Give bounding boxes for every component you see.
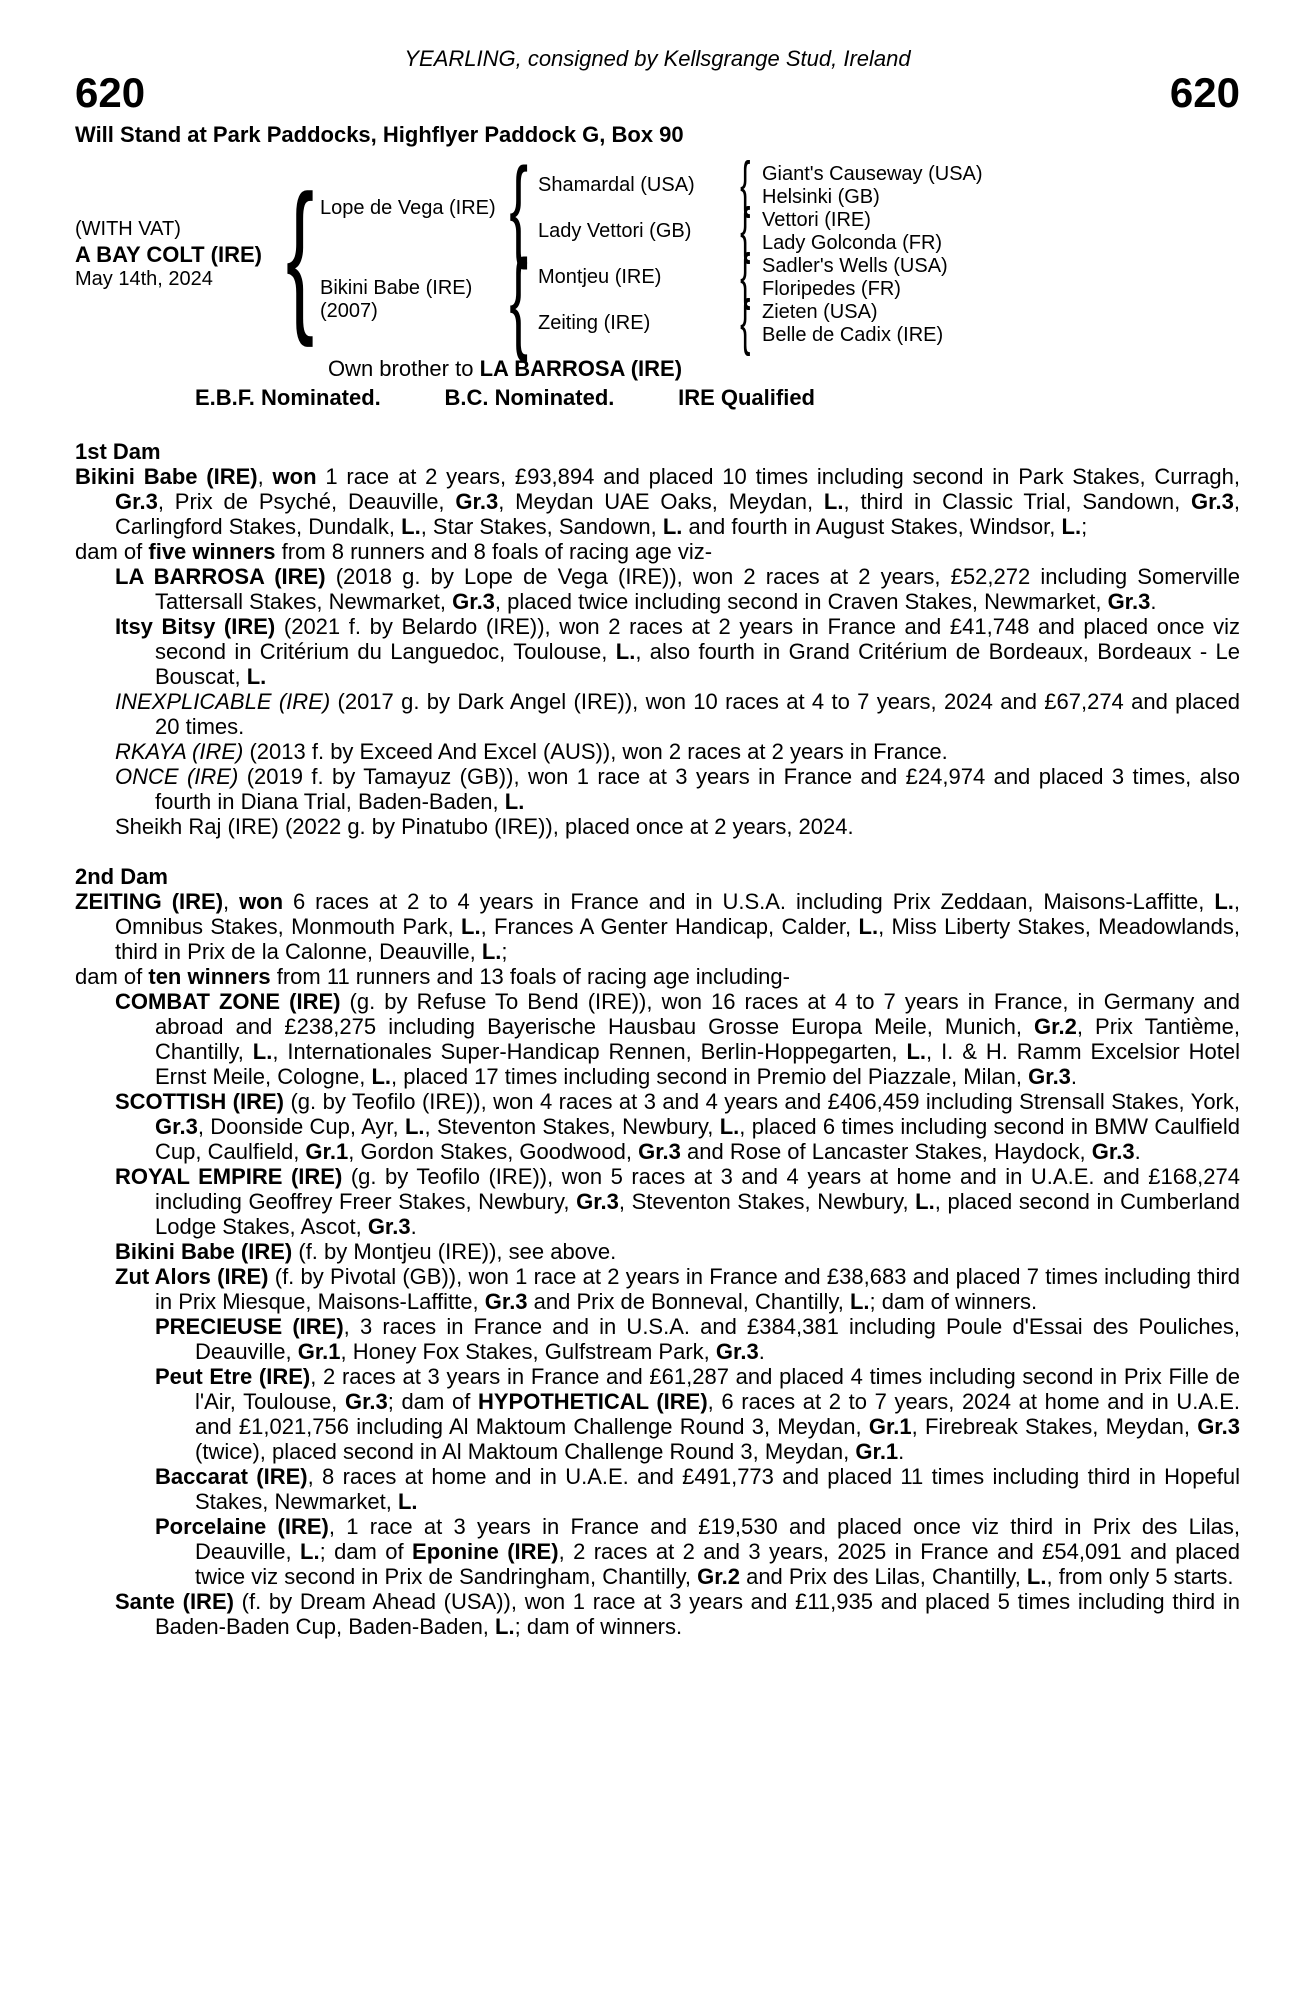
- pedigree-paragraph: SCOTTISH (IRE) (g. by Teofilo (IRE)), won 4 races at 3 and 4 years and £406,459 including Strensall Stakes, York, Gr.3, Doonside Cup, Ayr, L., Steventon Stakes, Newbury, L., placed 6 times including second in BMW Caulfield Cup, Caulfield, Gr.1, Gordon Stakes, Goodwood, Gr.3 and Rose of Lancaster Stakes, Haydock, Gr.3.: [115, 1089, 1240, 1164]
- gen3-ancestor: Vettori (IRE): [762, 208, 871, 231]
- pedigree-paragraph: RKAYA (IRE) (2013 f. by Exceed And Excel (AUS)), won 2 races at 2 years in France.: [115, 739, 948, 764]
- pedigree-paragraph: Bikini Babe (IRE), won 1 race at 2 years, £93,894 and placed 10 times including second in Park Stakes, Curragh, Gr.3, Prix de Psyché, Deauville, Gr.3, Meydan UAE Oaks, Meydan, L., third in Classic Trial, Sandown, Gr.3, Carlingford Stakes, Dundalk, L., Star Stakes, Sandown, L. and fourth in August Stakes, Windsor, L.;: [75, 464, 1241, 539]
- dam-section-heading: 2nd Dam: [75, 864, 168, 889]
- pedigree-paragraph: PRECIEUSE (IRE), 3 races in France and in U.S.A. and £384,381 including Poule d'Essai des Pouliches, Deauville, Gr.1, Honey Fox Stakes, Gulfstream Park, Gr.3.: [155, 1314, 1240, 1364]
- own-brother-line: Own brother to LA BARROSA (IRE): [327, 356, 683, 381]
- pedigree-paragraph: COMBAT ZONE (IRE) (g. by Refuse To Bend (IRE)), won 16 races at 4 to 7 years in France, in Germany and abroad and £238,275 including Bayerische Hausbau Grosse Europa Meile, Munich, Gr.2, Prix Tantième, Chantilly, L., Internationales Super-Handicap Rennen, Berlin-Hoppegarten, L., I. & H. Ramm Excelsior Hotel Ernst Meile, Cologne, L., placed 17 times including second in Premio del Piazzale, Milan, Gr.3.: [115, 989, 1240, 1089]
- pedigree-paragraph: ROYAL EMPIRE (IRE) (g. by Teofilo (IRE)), won 5 races at 3 and 4 years at home and in U.A.E. and £168,274 including Geoffrey Freer Stakes, Newbury, Gr.3, Steventon Stakes, Newbury, L., placed second in Cumberland Lodge Stakes, Ascot, Gr.3.: [115, 1164, 1241, 1239]
- lot-details-block: [75, 162, 280, 346]
- pedigree-brace-gen1: [280, 162, 320, 346]
- lot-number-left: 620: [75, 69, 146, 116]
- center-notes-block: [75, 356, 935, 411]
- dam-section: [75, 864, 1240, 1639]
- gen2-sire-dam: Lady Vettori (GB): [538, 220, 692, 242]
- pedigree-paragraph: dam of five winners from 8 runners and 8 foals of racing age viz-: [75, 539, 713, 564]
- pedigree-paragraph: ONCE (IRE) (2019 f. by Tamayuz (GB)), won 1 race at 3 years in France and £24,974 and placed 3 times, also fourth in Diana Trial, Baden-Baden, L.: [115, 764, 1240, 814]
- pedigree-paragraph: LA BARROSA (IRE) (2018 g. by Lope de Vega (IRE)), won 2 races at 2 years, £52,272 including Somerville Tattersall Stakes, Newmarket, Gr.3, placed twice including second in Craven Stakes, Newmarket, Gr.3.: [115, 564, 1241, 614]
- pedigree-brace-g3-4: [728, 300, 762, 346]
- dam-section: [75, 439, 1240, 839]
- bc-nominated-label: B.C. Nominated.: [444, 385, 615, 410]
- pedigree-paragraph: Peut Etre (IRE), 2 races at 3 years in France and £61,287 and placed 4 times including second in Prix Fille de l'Air, Toulouse, Gr.3; dam of HYPOTHETICAL (IRE), 6 races at 2 to 7 years, 2024 at home and in U.A.E. and £1,021,756 including Al Maktoum Challenge Round 3, Meydan, Gr.1, Firebreak Stakes, Meydan, Gr.3 (twice), placed second in Al Maktoum Challenge Round 3, Meydan, Gr.1.: [155, 1364, 1240, 1464]
- pedigree-paragraph: Sheikh Raj (IRE) (2022 g. by Pinatubo (IRE)), placed once at 2 years, 2024.: [115, 814, 854, 839]
- ebf-nominated-label: E.B.F. Nominated.: [195, 385, 381, 410]
- gen3-ancestor: Giant's Causeway (USA): [762, 162, 983, 185]
- ire-qualified-label: IRE Qualified: [678, 385, 815, 410]
- pedigree-paragraph: Bikini Babe (IRE) (f. by Montjeu (IRE)), see above.: [115, 1239, 617, 1264]
- nominations-row: [195, 385, 815, 411]
- sire-name: Lope de Vega (IRE): [320, 197, 496, 219]
- lot-horse-name: A BAY COLT (IRE): [75, 241, 263, 267]
- gen3-ancestor: Floripedes (FR): [762, 277, 901, 300]
- dam-name: Bikini Babe (IRE): [320, 277, 473, 299]
- stand-location-line: Will Stand at Park Paddocks, Highflyer Paddock G, Box 90: [75, 122, 684, 147]
- pedigree-brace-dam: [500, 254, 538, 346]
- dam-year: (2007): [320, 300, 378, 322]
- lot-number-row: [75, 69, 1240, 116]
- pedigree-paragraph: INEXPLICABLE (IRE) (2017 g. by Dark Angel (IRE)), won 10 races at 4 to 7 years, 2024 and £67,274 and placed 20 times.: [115, 689, 1240, 739]
- lot-number-right: 620: [1169, 69, 1240, 116]
- pedigree-paragraph: ZEITING (IRE), won 6 races at 2 to 4 years in France and in U.S.A. including Prix Zeddaan, Maisons-Laffitte, L., Omnibus Stakes, Monmouth Park, L., Frances A Genter Handicap, Calder, L., Miss Liberty Stakes, Meadowlands, third in Prix de la Calonne, Deauville, L.;: [75, 889, 1241, 964]
- gen3-ancestor: Lady Golconda (FR): [762, 231, 943, 254]
- pedigree-paragraph: Porcelaine (IRE), 1 race at 3 years in France and £19,530 and placed once viz third in Prix des Lilas, Deauville, L.; dam of Eponine (IRE), 2 races at 2 and 3 years, 2025 in France and £54,091 and placed twice viz second in Prix de Sandringham, Chantilly, Gr.2 and Prix des Lilas, Chantilly, L., from only 5 starts.: [155, 1514, 1241, 1589]
- dam-name-block: [320, 254, 500, 346]
- gen3-ancestor: Belle de Cadix (IRE): [762, 323, 944, 346]
- pedigree-paragraph: dam of ten winners from 11 runners and 13 foals of racing age including-: [75, 964, 790, 989]
- pedigree-paragraph: Itsy Bitsy (IRE) (2021 f. by Belardo (IRE)), won 2 races at 2 years in France and £41,748 and placed once viz second in Critérium du Languedoc, Toulouse, L., also fourth in Grand Critérium de Bordeaux, Bordeaux - Le Bouscat, L.: [115, 614, 1240, 689]
- foaling-date: May 14th, 2024: [75, 267, 213, 290]
- vat-note: (WITH VAT): [75, 217, 181, 240]
- gen2-dam-dam: Zeiting (IRE): [538, 312, 651, 334]
- dam-sections: [75, 439, 1240, 1639]
- gen2-sire-sire: Shamardal (USA): [538, 174, 695, 196]
- gen3-ancestor: Helsinki (GB): [762, 185, 880, 208]
- pedigree-paragraph: Sante (IRE) (f. by Dream Ahead (USA)), won 1 race at 3 years and £11,935 and placed 5 times including third in Baden-Baden Cup, Baden-Baden, L.; dam of winners.: [115, 1589, 1240, 1639]
- pedigree-paragraph: Baccarat (IRE), 8 races at home and in U.A.E. and £491,773 and placed 11 times including third in Hopeful Stakes, Newmarket, L.: [155, 1464, 1241, 1514]
- pedigree-table: [75, 162, 1240, 346]
- dam-section-heading: 1st Dam: [75, 439, 161, 464]
- pedigree-paragraph: Zut Alors (IRE) (f. by Pivotal (GB)), won 1 race at 2 years in France and £38,683 and placed 7 times including third in Prix Miesque, Maisons-Laffitte, Gr.3 and Prix de Bonneval, Chantilly, L.; dam of winners.: [115, 1264, 1240, 1314]
- gen3-ancestor: Zieten (USA): [762, 300, 878, 323]
- consignor-line: YEARLING, consigned by Kellsgrange Stud, Ireland: [404, 46, 911, 71]
- gen2-dam-sire: Montjeu (IRE): [538, 266, 662, 288]
- gen3-ancestor: Sadler's Wells (USA): [762, 254, 948, 277]
